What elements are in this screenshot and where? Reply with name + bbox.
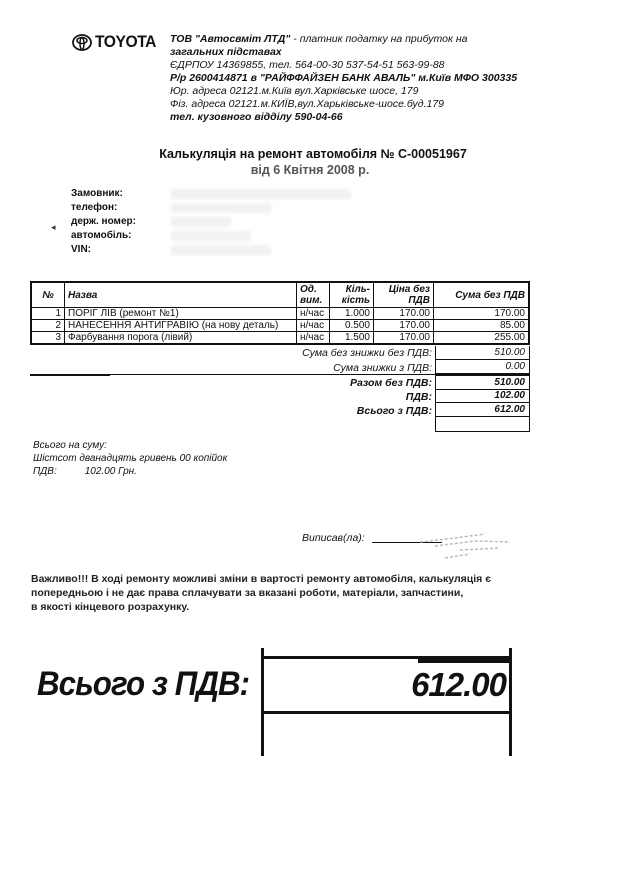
subtotal-before-discount-label: Сума без знижки без ПДВ:	[302, 347, 432, 359]
customer-row: Замовник:	[71, 187, 351, 201]
company-line-4: Р/р 2600414871 в "РАЙФФАЙЗЕН БАНК АВАЛЬ" м.Київ МФО 300335	[170, 72, 518, 84]
col-header-number: №	[31, 282, 65, 308]
customer-value-redacted	[171, 189, 351, 199]
enlarged-total-label: Всього з ПДВ:	[37, 665, 250, 703]
toyota-emblem-icon	[72, 34, 92, 51]
table-header-row	[31, 282, 529, 308]
col-header-price: Ціна без ПДВ	[374, 282, 434, 308]
signed-by-label: Виписав(ла):	[302, 532, 365, 544]
bullet-marker-icon: ◂	[51, 222, 56, 232]
brand-name: TOYOTA	[95, 32, 156, 51]
signature-scribble-icon	[415, 528, 515, 563]
grand-total-value: 612.00	[435, 403, 530, 417]
important-notice: Важливо!!! В ході ремонту можливі зміни в вартості ремонту автомобіля, калькуляція є попередньою і не дає права сплачувати за вказані роботи, матеріали, запчастини, в якості кінцевого розрахунку.	[31, 573, 492, 613]
total-excl-vat-label: Разом без ПДВ:	[350, 377, 432, 389]
company-line-5: Юр. адреса 02121.м.Київ вул.Харківське шосе, 179	[170, 85, 419, 97]
vat-label: ПДВ:	[405, 391, 432, 403]
title-date: від 6 Квітня 2008 р.	[250, 163, 370, 177]
plate-value-redacted	[171, 217, 231, 227]
amount-in-words	[33, 439, 227, 478]
col-header-qty: Кіль-кість	[330, 282, 374, 308]
phone-value-redacted	[171, 203, 271, 213]
company-line-7: тел. кузовного відділу 590-04-66	[170, 111, 343, 123]
col-header-sum: Сума без ПДВ	[434, 282, 530, 308]
company-line-3: ЄДРПОУ 14369855, тел. 564-00-30 537-54-51 563-99-88	[170, 59, 445, 71]
plate-row: держ. номер:	[71, 215, 351, 229]
toyota-logo	[72, 32, 161, 52]
car-value-redacted	[171, 231, 251, 241]
empty-total-cell	[435, 417, 530, 432]
total-excl-vat-value: 510.00	[435, 374, 530, 390]
table-row: 2 НАНЕСЕННЯ АНТИГРАВІЮ (на нову деталь) н/час 0.500 170.00 85.00	[31, 320, 529, 332]
table-row: 3 Фарбування порога (лівий) н/час 1.500 170.00 255.00	[31, 332, 529, 345]
amount-words: Шістсот дванадцять гривень 00 копійок	[33, 453, 228, 464]
enlarged-border-mark	[418, 659, 512, 663]
phone-row: телефон:	[71, 201, 351, 215]
company-line-1: ТОВ "Автосвміт ЛТД" - платник податку на прибуток на	[170, 33, 468, 45]
enlarged-total-value: 612.00	[411, 666, 506, 703]
col-header-unit: Од. вим.	[297, 282, 330, 308]
document-title	[0, 147, 620, 177]
vat-summary: ПДВ: 102.00 Грн.	[33, 466, 137, 477]
discount-label: Сума знижки з ПДВ:	[333, 362, 432, 374]
customer-info	[71, 187, 351, 257]
subtotal-before-discount-value: 510.00	[435, 346, 530, 360]
divider-line	[30, 374, 110, 376]
vin-value-redacted	[171, 245, 271, 255]
amount-label: Всього на суму:	[33, 440, 107, 451]
company-line-2: загальних підставах	[170, 46, 282, 58]
vin-row: VIN:	[71, 243, 351, 257]
car-row: автомобіль:	[71, 229, 351, 243]
col-header-name: Назва	[65, 282, 297, 308]
company-line-6: Фіз. адреса 02121.м.КИЇВ,вул.Харьківське-шосе.буд.179	[170, 98, 445, 110]
table-row: 1 ПОРІГ ЛІВ (ремонт №1) н/час 1.000 170.00 170.00	[31, 308, 529, 320]
items-table	[30, 281, 530, 345]
divider-line	[110, 374, 435, 375]
title-line: Калькуляція на ремонт автомобіля № С-00051967	[159, 147, 467, 161]
vat-value: 102.00	[435, 389, 530, 403]
discount-value: 0.00	[435, 360, 530, 374]
company-details	[170, 33, 517, 124]
grand-total-label: Всього з ПДВ:	[356, 405, 432, 417]
